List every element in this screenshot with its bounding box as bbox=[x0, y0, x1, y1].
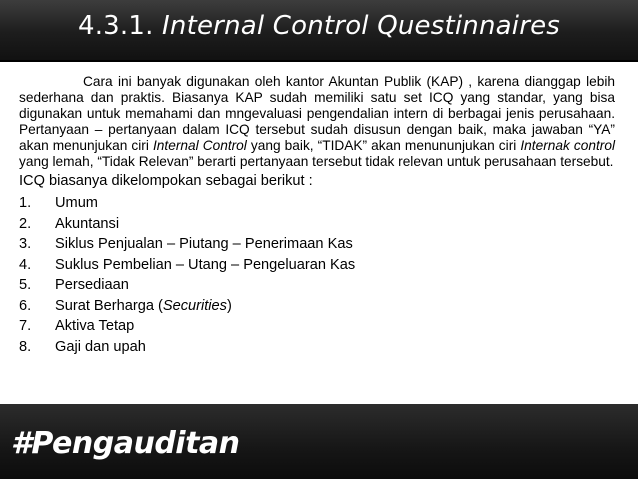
list-number: 1. bbox=[19, 195, 32, 212]
list-item bbox=[19, 214, 615, 235]
list-number: 3. bbox=[19, 236, 32, 253]
list-item bbox=[19, 296, 615, 317]
description-paragraph bbox=[19, 74, 615, 169]
paragraph-text-3: yang lemah, “Tidak Relevan” berarti pertanyaan tersebut tidak relevan untuk perusahaan tersebut. bbox=[19, 153, 614, 169]
list-number: 6. bbox=[19, 297, 32, 314]
footer-bar bbox=[0, 404, 638, 479]
list-label: Aktiva Tetap bbox=[55, 318, 135, 335]
list-item bbox=[19, 255, 615, 276]
list-label-suffix: ) bbox=[226, 297, 232, 314]
list-number: 8. bbox=[19, 338, 32, 355]
list-label: Umum bbox=[55, 195, 98, 212]
slide-body bbox=[19, 74, 615, 357]
footer-hashtag: #Pengauditan bbox=[11, 426, 240, 461]
title-bar bbox=[0, 0, 638, 62]
list-item bbox=[19, 275, 615, 296]
paragraph-italic-2: Internak control bbox=[520, 137, 615, 153]
list-item bbox=[19, 337, 615, 358]
paragraph-italic-1: Internal Control bbox=[152, 137, 247, 153]
list-item bbox=[19, 193, 615, 214]
list-label-text: Surat Berharga ( bbox=[55, 297, 163, 314]
icq-list bbox=[19, 193, 615, 357]
list-item bbox=[19, 316, 615, 337]
list-label: Siklus Penjualan – Piutang – Penerimaan Kas bbox=[55, 236, 353, 253]
list-label: Persediaan bbox=[55, 277, 129, 294]
slide-title bbox=[0, 6, 638, 46]
list-number: 7. bbox=[19, 318, 32, 335]
list-label: Gaji dan upah bbox=[55, 338, 146, 355]
list-label-italic: Securities bbox=[162, 297, 227, 314]
title-text: Internal Control Questinnaires bbox=[162, 11, 561, 41]
list-number: 2. bbox=[19, 215, 32, 232]
title-number: 4.3.1. bbox=[77, 11, 163, 41]
list-number: 4. bbox=[19, 256, 32, 273]
list-item bbox=[19, 234, 615, 255]
list-label: Akuntansi bbox=[55, 215, 120, 232]
list-label: Suklus Pembelian – Utang – Pengeluaran Kas bbox=[55, 256, 356, 273]
list-label bbox=[55, 298, 232, 314]
paragraph-text-1: Cara ini banyak digunakan oleh kantor Akuntan Publik (KAP) , karena dianggap lebih sederhana dan praktis. Biasanya KAP sudah memiliki satu set ICQ yang standar, yang bisa digunakan untuk memahami dan mngevaluasi pengendalian intern di berbagai jenis perusahaan. Pertanyaan – pertanyaan dalam ICQ tersebut sudah disusun dengan baik, maka jawaban “YA” akan menunjukan ciri bbox=[19, 74, 615, 153]
paragraph-text-2: yang baik, “TIDAK” akan menununjukan ciri bbox=[246, 137, 521, 153]
list-intro: ICQ biasanya dikelompokan sebagai berikut : bbox=[19, 173, 313, 190]
list-number: 5. bbox=[19, 277, 32, 294]
